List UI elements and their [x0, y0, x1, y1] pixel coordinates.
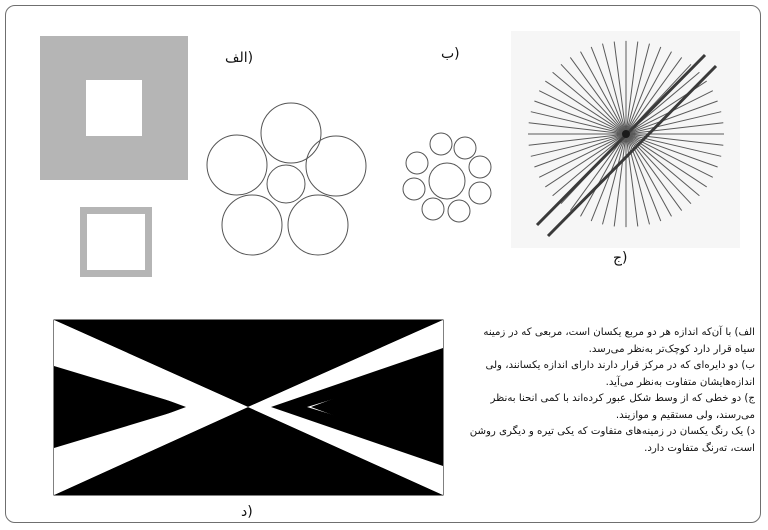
surround-circle — [469, 182, 491, 204]
hering-illusion — [511, 31, 740, 248]
shading-illusion — [54, 320, 443, 495]
ebbinghaus-small-surround — [403, 133, 491, 222]
caption-d: د) یک رنگ یکسان در زمینه‌های متفاوت که یکی تیره و دیگری روشن است، ته‌رنگ متفاوت دارد. — [469, 426, 755, 454]
square-illusion — [40, 36, 188, 274]
hering-center — [622, 130, 630, 138]
surround-circle — [406, 152, 428, 174]
label-a: (الف — [225, 50, 254, 66]
surround-circle — [207, 135, 267, 195]
inner-white-square-large — [86, 80, 142, 136]
label-b: (ب — [441, 46, 460, 62]
figure-caption — [462, 325, 755, 457]
gray-outline-square-small — [84, 211, 149, 274]
surround-circle — [261, 103, 321, 163]
caption-a: الف) با آن‌که اندازه هر دو مربع یکسان است، مربعی که در زمینه سیاه قرار دارد کوچک‌تر به‌نظر می‌رسد. — [483, 327, 755, 355]
caption-b: ب) دو دایره‌ای که در مرکز قرار دارند دارای اندازه یکسانند، ولی اندازه‌هایشان متفاوت به‌نظر می‌آید. — [485, 360, 755, 388]
surround-circle — [422, 198, 444, 220]
center-circle-b — [429, 163, 465, 199]
surround-circle — [288, 195, 348, 255]
surround-circle — [403, 178, 425, 200]
surround-circle — [222, 195, 282, 255]
surround-circle — [306, 136, 366, 196]
surround-circle — [430, 133, 452, 155]
label-c: (ج — [613, 250, 628, 266]
center-circle-a — [267, 165, 305, 203]
label-d: (د — [241, 504, 253, 520]
caption-c: ج) دو خطی که از وسط شکل عبور کرده‌اند با کمی انحنا به‌نظر می‌رسند، ولی مستقیم و موازیند. — [490, 393, 755, 421]
surround-circle — [448, 200, 470, 222]
surround-circle — [469, 156, 491, 178]
ebbinghaus-large-surround — [207, 103, 366, 255]
surround-circle — [454, 137, 476, 159]
